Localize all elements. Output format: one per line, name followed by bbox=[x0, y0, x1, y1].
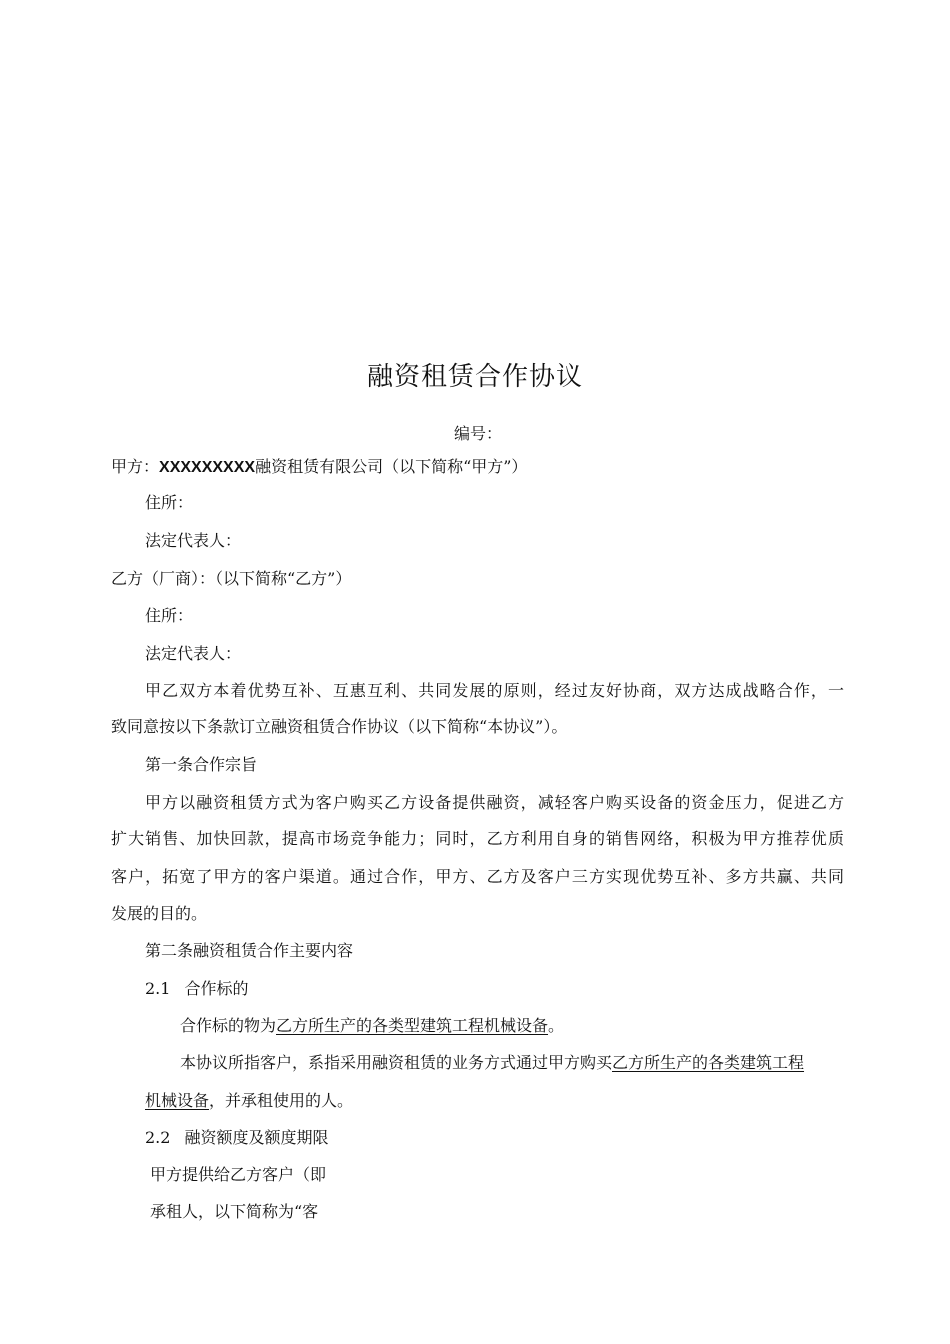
article-2-heading: 第二条融资租赁合作主要内容 bbox=[145, 941, 354, 960]
party-a-name-code: XXXXXXXXX bbox=[159, 459, 256, 476]
p1-prefix: 合作标的物为 bbox=[180, 1016, 277, 1035]
section-2-2-title: 融资额度及额度期限 bbox=[184, 1128, 329, 1147]
p2-underlined-b: 机械设备 bbox=[145, 1091, 210, 1110]
p1-suffix: 。 bbox=[548, 1016, 565, 1035]
party-a-prefix: 甲方： bbox=[111, 457, 160, 476]
preamble-line-1: 甲乙双方本着优势互补、互惠互利、共同发展的原则，经过友好协商，双方达成战略合作，一 bbox=[145, 681, 844, 700]
article-1-line-2: 扩大销售、加快回款，提高市场竞争能力；同时，乙方利用自身的销售网络，积极为甲方推荐优质 bbox=[111, 829, 844, 848]
document-title: 融资租赁合作协议 bbox=[366, 362, 583, 392]
party-b-legal-rep-label: 法定代表人： bbox=[145, 644, 242, 663]
preamble-line-2: 致同意按以下条款订立融资租赁合作协议（以下简称“本协议”）。 bbox=[111, 717, 568, 736]
section-2-2-line-1: 甲方提供给乙方客户（即 bbox=[150, 1165, 327, 1184]
section-2-1-title: 合作标的 bbox=[184, 979, 249, 998]
party-a-suffix: 融资租赁有限公司（以下简称“甲方”） bbox=[255, 457, 528, 476]
section-2-1-paragraph-2-line-2 bbox=[145, 1091, 353, 1111]
p1-underlined-subject: 乙方所生产的各类型建筑工程机械设备 bbox=[276, 1016, 549, 1035]
p2-prefix: 本协议所指客户，系指采用融资租赁的业务方式通过甲方购买 bbox=[180, 1053, 613, 1072]
article-1-line-3: 客户，拓宽了甲方的客户渠道。通过合作，甲方、乙方及客户三方实现优势互补、多方共赢、共同 bbox=[111, 867, 844, 886]
party-b-line: 乙方（厂商）：（以下简称“乙方”） bbox=[111, 569, 352, 588]
p2-suffix: ，并承租使用的人。 bbox=[209, 1091, 354, 1110]
p2-underlined-a: 乙方所生产的各类建筑工程 bbox=[612, 1053, 805, 1072]
party-a-address-label: 住所： bbox=[145, 493, 194, 512]
section-2-1-number: 2.1 bbox=[145, 979, 171, 998]
doc-number-label: 编号： bbox=[454, 424, 503, 443]
section-2-1-heading bbox=[145, 979, 248, 999]
article-1-heading: 第一条合作宗旨 bbox=[145, 755, 258, 774]
party-a-legal-rep-label: 法定代表人： bbox=[145, 531, 242, 550]
party-a-line bbox=[111, 457, 527, 478]
article-1-line-4: 发展的目的。 bbox=[111, 904, 208, 923]
section-2-2-line-2: 承租人，以下简称为“客 bbox=[150, 1202, 319, 1221]
party-b-address-label: 住所： bbox=[145, 606, 194, 625]
article-1-line-1: 甲方以融资租赁方式为客户购买乙方设备提供融资，减轻客户购买设备的资金压力，促进乙方 bbox=[145, 793, 844, 812]
section-2-2-number: 2.2 bbox=[145, 1128, 171, 1147]
section-2-2-heading bbox=[145, 1128, 328, 1148]
section-2-1-paragraph-1 bbox=[180, 1016, 564, 1036]
section-2-1-paragraph-2-line-1 bbox=[180, 1053, 804, 1073]
